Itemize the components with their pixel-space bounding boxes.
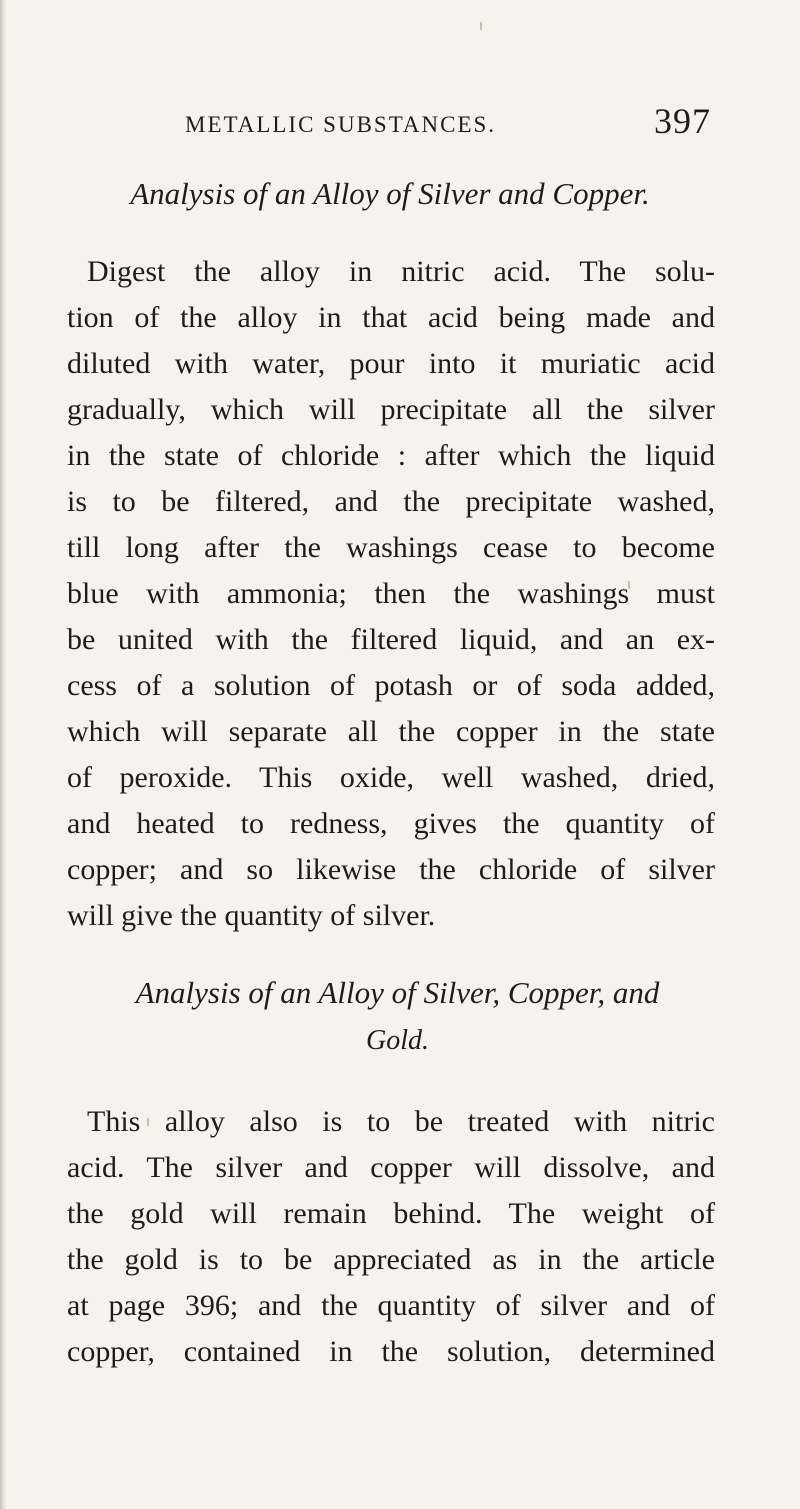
paragraph-line: acid. The silver and copper will dissolve, and	[67, 1151, 715, 1184]
paragraph-line: gradually, which will precipitate all the silver	[67, 393, 715, 426]
running-title: METALLIC SUBSTANCES.	[185, 112, 497, 137]
paragraph-line: blue with ammonia; then the washings must	[67, 577, 715, 610]
paragraph-line: and heated to redness, gives the quantity of	[67, 807, 715, 840]
print-speck	[480, 22, 482, 30]
section-heading-continued: Gold.	[366, 1025, 429, 1056]
section-heading-silver-copper-gold: Analysis of an Alloy of Silver, Copper, and	[135, 975, 660, 1010]
print-speck	[147, 1118, 149, 1126]
section-heading-silver-copper: Analysis of an Alloy of Silver and Copper.	[130, 176, 650, 211]
paragraph-line: till long after the washings cease to become	[67, 531, 715, 564]
paragraph-line: in the state of chloride : after which the liquid	[67, 439, 715, 472]
paragraph-line: the gold is to be appreciated as in the article	[67, 1243, 715, 1276]
paragraph-line: Digest the alloy in nitric acid. The solu-	[87, 255, 715, 288]
page-edge-shadow	[0, 0, 7, 1509]
paragraph-line: of peroxide. This oxide, well washed, dried,	[67, 761, 715, 794]
paragraph-line: copper, contained in the solution, determined	[67, 1335, 715, 1368]
paragraph-line: diluted with water, pour into it muriatic acid	[67, 347, 715, 380]
paragraph-line: is to be filtered, and the precipitate washed,	[67, 485, 715, 518]
paragraph-line: This alloy also is to be treated with nitric	[87, 1105, 715, 1138]
running-head	[60, 88, 720, 148]
paragraph-line: cess of a solution of potash or of soda added,	[67, 669, 715, 702]
paragraph-line: at page 396; and the quantity of silver and of	[67, 1289, 715, 1322]
print-speck	[628, 581, 630, 589]
paragraph-line: tion of the alloy in that acid being made and	[67, 301, 715, 334]
paragraph-line: copper; and so likewise the chloride of silver	[67, 853, 715, 886]
paragraph-line: the gold will remain behind. The weight of	[67, 1197, 715, 1230]
paragraph-line: be united with the filtered liquid, and an ex-	[67, 623, 715, 656]
paragraph-line-last: will give the quantity of silver.	[67, 899, 436, 932]
page-number: 397	[654, 101, 711, 141]
paragraph-line: which will separate all the copper in the state	[67, 715, 715, 748]
